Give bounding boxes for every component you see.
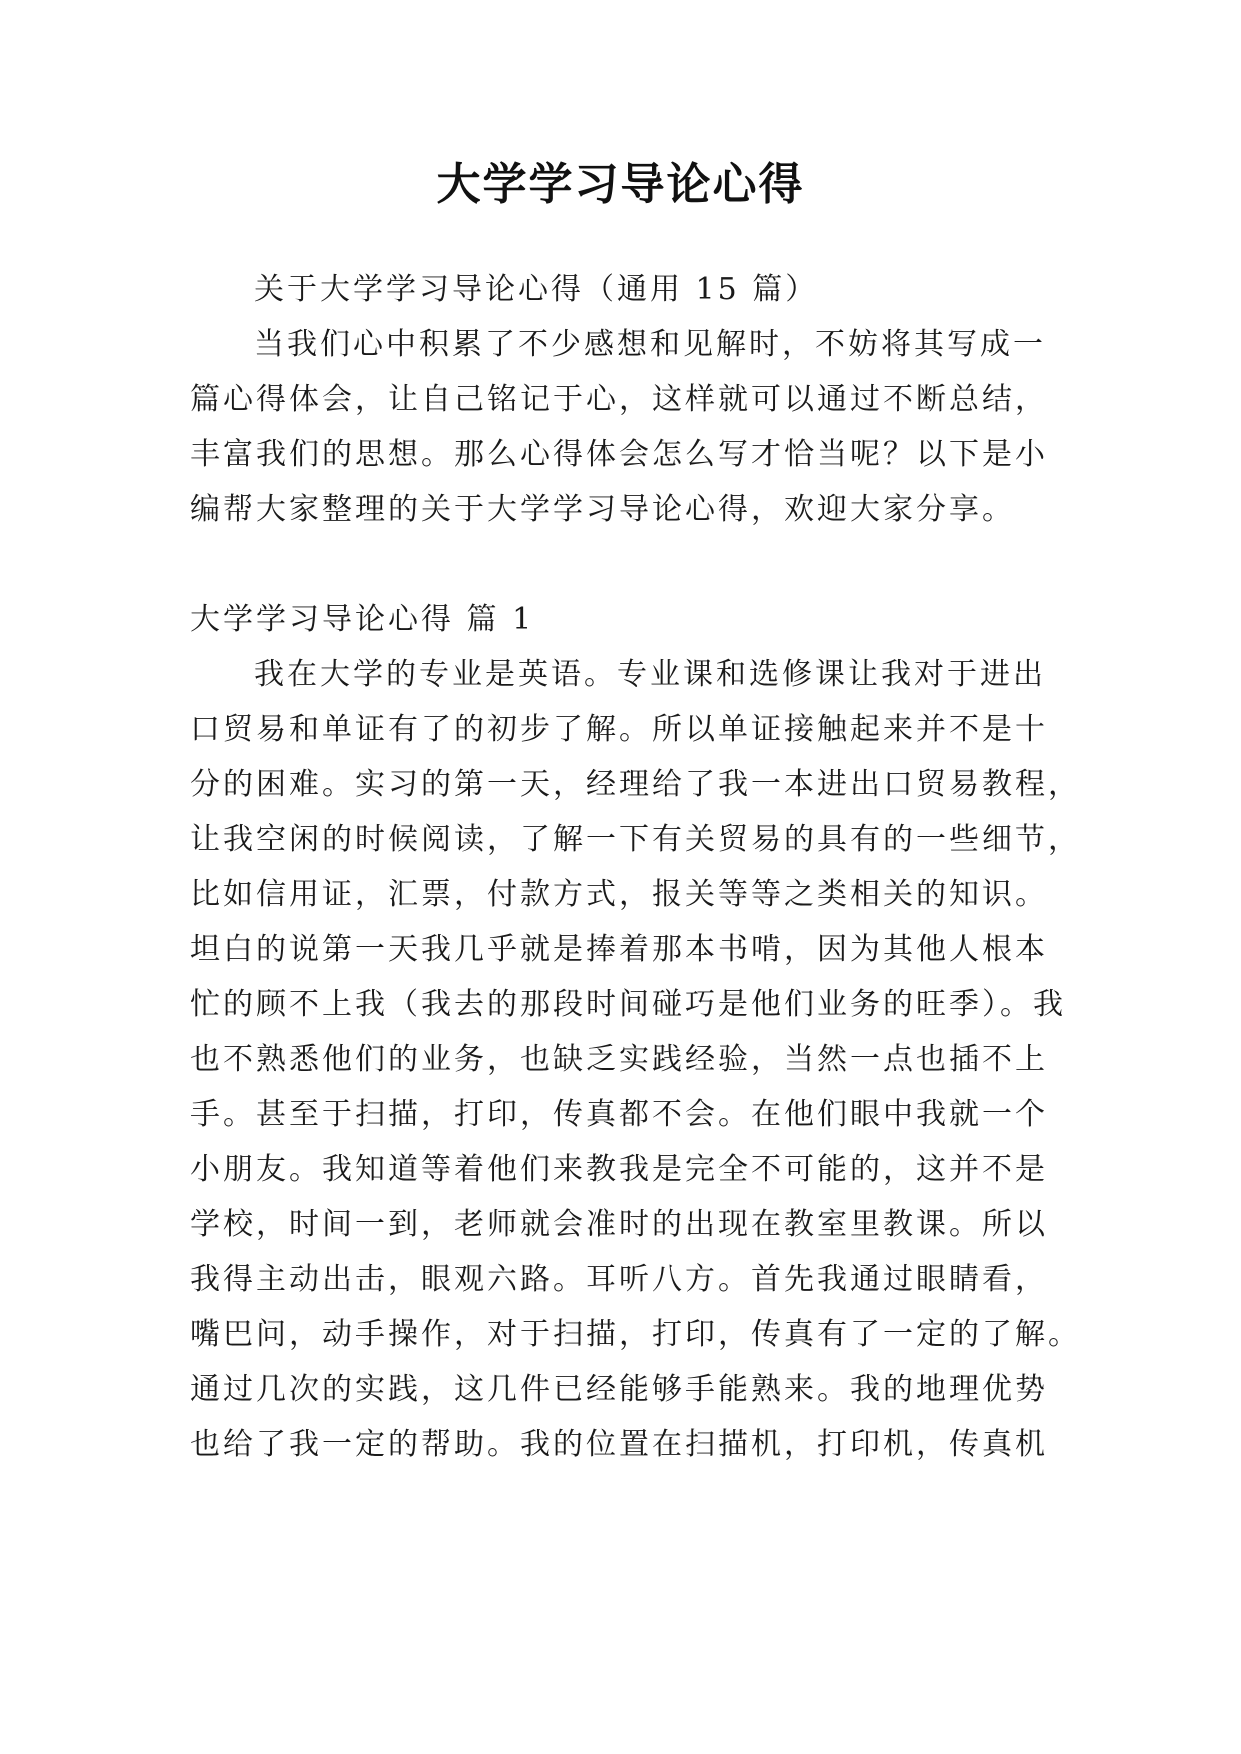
body-line: 我在大学的专业是英语。专业课和选修课让我对于进出 bbox=[254, 657, 1046, 692]
intro-paragraph bbox=[190, 317, 1070, 537]
body-line: 也给了我一定的帮助。我的位置在扫描机，打印机，传真机 bbox=[190, 1427, 1048, 1462]
body-line: 我得主动出击，眼观六路。耳听八方。首先我通过眼睛看， bbox=[190, 1262, 1048, 1297]
section-heading: 大学学习导论心得 篇 1 bbox=[190, 602, 535, 637]
body-line: 分的困难。实习的第一天，经理给了我一本进出口贸易教程， bbox=[190, 767, 1081, 802]
body-line: 坦白的说第一天我几乎就是捧着那本书啃，因为其他人根本 bbox=[190, 932, 1048, 967]
intro-line: 编帮大家整理的关于大学学习导论心得，欢迎大家分享。 bbox=[190, 492, 1015, 527]
body-line: 通过几次的实践，这几件已经能够手能熟来。我的地理优势 bbox=[190, 1372, 1048, 1407]
document-body bbox=[190, 262, 1081, 1472]
body-line: 手。甚至于扫描，打印，传真都不会。在他们眼中我就一个 bbox=[190, 1097, 1048, 1132]
intro-line: 篇心得体会，让自己铭记于心，这样就可以通过不断总结， bbox=[190, 382, 1048, 417]
body-line: 比如信用证，汇票，付款方式，报关等等之类相关的知识。 bbox=[190, 877, 1048, 912]
body-line: 忙的顾不上我（我去的那段时间碰巧是他们业务的旺季）。我 bbox=[190, 987, 1066, 1022]
body-line: 让我空闲的时候阅读，了解一下有关贸易的具有的一些细节， bbox=[190, 822, 1081, 857]
intro-line: 丰富我们的思想。那么心得体会怎么写才恰当呢？以下是小 bbox=[190, 437, 1048, 472]
body-line: 也不熟悉他们的业务，也缺乏实践经验，当然一点也插不上 bbox=[190, 1042, 1048, 1077]
body-paragraph bbox=[190, 647, 1081, 1472]
body-line: 嘴巴问，动手操作，对于扫描，打印，传真有了一定的了解。 bbox=[190, 1317, 1081, 1352]
body-line: 学校，时间一到，老师就会准时的出现在教室里教课。所以 bbox=[190, 1207, 1048, 1242]
body-line: 口贸易和单证有了的初步了解。所以单证接触起来并不是十 bbox=[190, 712, 1048, 747]
subtitle: 关于大学学习导论心得（通用 15 篇） bbox=[254, 272, 819, 307]
intro-line: 当我们心中积累了不少感想和见解时，不妨将其写成一 bbox=[254, 327, 1046, 362]
body-line: 小朋友。我知道等着他们来教我是完全不可能的，这并不是 bbox=[190, 1152, 1048, 1187]
page-title: 大学学习导论心得 bbox=[436, 159, 805, 210]
